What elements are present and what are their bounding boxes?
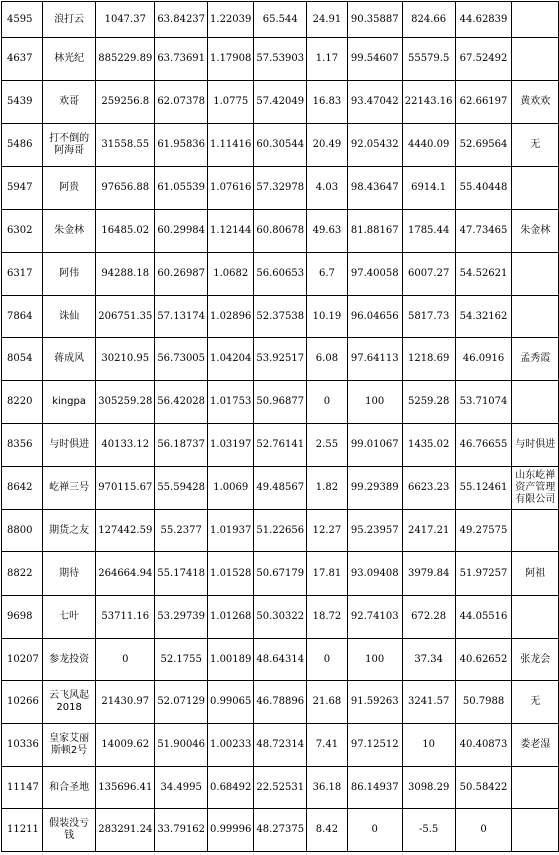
table-cell: 127442.59 <box>96 510 155 552</box>
table-cell: 40.62652 <box>455 639 512 681</box>
table-cell: 54.32162 <box>455 296 512 338</box>
table-cell: 4440.09 <box>402 124 455 167</box>
table-cell: 50.96877 <box>254 381 307 424</box>
table-cell: 10.19 <box>307 296 348 338</box>
table-cell: 16.83 <box>307 81 348 124</box>
table-cell: 305259.28 <box>96 381 155 424</box>
table-cell: 99.01067 <box>347 424 402 467</box>
table-row <box>2 81 559 124</box>
table-cell: 期货之友 <box>42 510 95 552</box>
table-cell: 56.60653 <box>254 253 307 296</box>
table-row <box>2 767 559 809</box>
table-cell: 37.34 <box>402 639 455 681</box>
table-cell: 53.92517 <box>254 338 307 381</box>
table-cell: 50.7988 <box>455 681 512 724</box>
table-cell: 61.05539 <box>155 167 208 210</box>
table-cell: 48.27375 <box>254 809 307 852</box>
table-cell: 63.84237 <box>155 2 208 38</box>
table-cell: 49.63 <box>307 210 348 253</box>
table-cell: 11211 <box>2 809 43 852</box>
table-cell: 6.08 <box>307 338 348 381</box>
table-cell: 1.0682 <box>208 253 254 296</box>
table-cell: 93.09408 <box>347 552 402 596</box>
table-cell: 8.42 <box>307 809 348 852</box>
table-row <box>2 552 559 596</box>
table-cell: 5486 <box>2 124 43 167</box>
table-cell: 67.52492 <box>455 38 512 81</box>
table-cell: 91.59263 <box>347 681 402 724</box>
table-cell: 1.11416 <box>208 124 254 167</box>
table-cell: 56.18737 <box>155 424 208 467</box>
table-cell: 96.04656 <box>347 296 402 338</box>
table-cell: 206751.35 <box>96 296 155 338</box>
table-cell: 30210.95 <box>96 338 155 381</box>
table-cell: 51.90046 <box>155 724 208 767</box>
table-cell: 52.1755 <box>155 639 208 681</box>
table-cell: 1.00189 <box>208 639 254 681</box>
table-cell: 52.37538 <box>254 296 307 338</box>
table-cell: 11147 <box>2 767 43 809</box>
table-cell: 970115.67 <box>96 467 155 510</box>
table-cell: 10266 <box>2 681 43 724</box>
table-cell <box>512 167 559 210</box>
table-cell: 49.27575 <box>455 510 512 552</box>
table-body <box>2 2 559 852</box>
table-cell: 44.05516 <box>455 596 512 639</box>
table-cell: 55579.5 <box>402 38 455 81</box>
table-cell: 1.01528 <box>208 552 254 596</box>
table-cell: 1.01268 <box>208 596 254 639</box>
table-cell <box>512 809 559 852</box>
table-cell: 52.07129 <box>155 681 208 724</box>
table-cell: 92.74103 <box>347 596 402 639</box>
table-cell: 山东屹禅资产管理有限公司 <box>512 467 559 510</box>
table-cell: 55.2377 <box>155 510 208 552</box>
table-row <box>2 381 559 424</box>
table-cell: 283291.24 <box>96 809 155 852</box>
table-row <box>2 38 559 81</box>
table-cell <box>512 38 559 81</box>
table-cell: 55.40448 <box>455 167 512 210</box>
table-cell: 8356 <box>2 424 43 467</box>
table-cell: 欢哥 <box>42 81 95 124</box>
table-cell: 60.80678 <box>254 210 307 253</box>
table-cell: 朱金林 <box>512 210 559 253</box>
table-cell: 6302 <box>2 210 43 253</box>
table-cell: 97.12512 <box>347 724 402 767</box>
table-cell: 40133.12 <box>96 424 155 467</box>
table-cell: 孟秀霞 <box>512 338 559 381</box>
table-cell: 4.03 <box>307 167 348 210</box>
table-cell: 2.55 <box>307 424 348 467</box>
table-cell: 4637 <box>2 38 43 81</box>
table-row <box>2 338 559 381</box>
table-cell: 云飞风起2018 <box>42 681 95 724</box>
table-cell: 10207 <box>2 639 43 681</box>
table-cell: 100 <box>347 381 402 424</box>
table-cell: 5439 <box>2 81 43 124</box>
table-cell: 60.26987 <box>155 253 208 296</box>
table-cell: 阿贵 <box>42 167 95 210</box>
table-cell: 3979.84 <box>402 552 455 596</box>
table-cell: 52.76141 <box>254 424 307 467</box>
table-cell: 57.42049 <box>254 81 307 124</box>
table-cell: 53.71074 <box>455 381 512 424</box>
table-cell: 1.01753 <box>208 381 254 424</box>
table-row <box>2 210 559 253</box>
table-cell: 3098.29 <box>402 767 455 809</box>
table-cell: 1.0775 <box>208 81 254 124</box>
table-cell: 31558.55 <box>96 124 155 167</box>
table-cell: 诛仙 <box>42 296 95 338</box>
table-row <box>2 124 559 167</box>
table-cell: 51.22656 <box>254 510 307 552</box>
table-cell: 51.97257 <box>455 552 512 596</box>
table-cell: 10 <box>402 724 455 767</box>
table-cell: 14009.62 <box>96 724 155 767</box>
table-cell: 0 <box>455 809 512 852</box>
table-cell: 49.48567 <box>254 467 307 510</box>
table-cell: 1.02896 <box>208 296 254 338</box>
table-row <box>2 253 559 296</box>
table-cell: 53711.16 <box>96 596 155 639</box>
table-cell: 无 <box>512 124 559 167</box>
table-cell: 61.95836 <box>155 124 208 167</box>
table-cell: 0 <box>347 809 402 852</box>
table-cell: 1.0069 <box>208 467 254 510</box>
table-cell: 17.81 <box>307 552 348 596</box>
table-cell: 娄老湿 <box>512 724 559 767</box>
table-cell <box>512 2 559 38</box>
table-row <box>2 510 559 552</box>
table-cell: 34.4995 <box>155 767 208 809</box>
table-cell: 264664.94 <box>96 552 155 596</box>
table-cell: 46.78896 <box>254 681 307 724</box>
table-cell: 5259.28 <box>402 381 455 424</box>
table-cell: 92.05432 <box>347 124 402 167</box>
table-cell: 1047.37 <box>96 2 155 38</box>
table-cell: 1.04204 <box>208 338 254 381</box>
table-cell: 黄欢欢 <box>512 81 559 124</box>
table-cell: 和合圣地 <box>42 767 95 809</box>
table-cell: 打不倒的阿海哥 <box>42 124 95 167</box>
table-cell: 16485.02 <box>96 210 155 253</box>
table-row <box>2 2 559 38</box>
table-cell: 94288.18 <box>96 253 155 296</box>
table-cell: 阿伟 <box>42 253 95 296</box>
table-cell: 55.59428 <box>155 467 208 510</box>
table-cell: 55.12461 <box>455 467 512 510</box>
table-cell: 1.82 <box>307 467 348 510</box>
table-cell: 36.18 <box>307 767 348 809</box>
table-cell: 57.53903 <box>254 38 307 81</box>
table-cell: 48.72314 <box>254 724 307 767</box>
table-cell: kingpa <box>42 381 95 424</box>
table-cell: 99.54607 <box>347 38 402 81</box>
table-cell: 1435.02 <box>402 424 455 467</box>
table-cell: 1.17908 <box>208 38 254 81</box>
table-cell <box>512 381 559 424</box>
table-row <box>2 681 559 724</box>
table-cell: 7.41 <box>307 724 348 767</box>
table-cell: 6914.1 <box>402 167 455 210</box>
table-cell: 54.52621 <box>455 253 512 296</box>
table-cell: 22143.16 <box>402 81 455 124</box>
table-cell: 1.12144 <box>208 210 254 253</box>
table-cell: 672.28 <box>402 596 455 639</box>
table-cell: 屹禅三号 <box>42 467 95 510</box>
table-cell: 假装没亏钱 <box>42 809 95 852</box>
table-cell: 0 <box>307 639 348 681</box>
table-cell: 33.79162 <box>155 809 208 852</box>
table-cell: 21430.97 <box>96 681 155 724</box>
table-cell <box>512 596 559 639</box>
table-cell: 阿祖 <box>512 552 559 596</box>
table-cell: 0.68492 <box>208 767 254 809</box>
table-cell: 8054 <box>2 338 43 381</box>
table-cell: 24.91 <box>307 2 348 38</box>
table-row <box>2 424 559 467</box>
table-cell: 参龙投资 <box>42 639 95 681</box>
table-cell: 90.35887 <box>347 2 402 38</box>
table-cell: 5817.73 <box>402 296 455 338</box>
table-cell: 93.47042 <box>347 81 402 124</box>
table-cell: 62.07378 <box>155 81 208 124</box>
table-cell: 95.23957 <box>347 510 402 552</box>
table-cell: 18.72 <box>307 596 348 639</box>
table-cell: 七叶 <box>42 596 95 639</box>
table-cell: 12.27 <box>307 510 348 552</box>
table-cell <box>512 253 559 296</box>
table-cell: 135696.41 <box>96 767 155 809</box>
table-cell: 60.30544 <box>254 124 307 167</box>
table-cell: 林光纪 <box>42 38 95 81</box>
table-cell: 皇家艾丽斯顿2号 <box>42 724 95 767</box>
table-cell: 1218.69 <box>402 338 455 381</box>
table-cell: 4595 <box>2 2 43 38</box>
table-cell: 1.22039 <box>208 2 254 38</box>
table-row <box>2 724 559 767</box>
table-cell: 6007.27 <box>402 253 455 296</box>
table-cell: 1.07616 <box>208 167 254 210</box>
table-cell: 20.49 <box>307 124 348 167</box>
table-cell: 50.67179 <box>254 552 307 596</box>
table-cell: 44.62839 <box>455 2 512 38</box>
table-cell: 6.7 <box>307 253 348 296</box>
table-cell: 824.66 <box>402 2 455 38</box>
table-cell: 3241.57 <box>402 681 455 724</box>
table-cell: 6317 <box>2 253 43 296</box>
table-cell: 8822 <box>2 552 43 596</box>
table-cell: 40.40873 <box>455 724 512 767</box>
table-cell: 10336 <box>2 724 43 767</box>
table-cell: 22.52531 <box>254 767 307 809</box>
table-cell: 56.42028 <box>155 381 208 424</box>
table-cell: 65.544 <box>254 2 307 38</box>
table-cell: 52.69564 <box>455 124 512 167</box>
table-cell: 1785.44 <box>402 210 455 253</box>
table-cell: 0 <box>307 381 348 424</box>
table-cell: 1.00233 <box>208 724 254 767</box>
table-cell: 蒋成风 <box>42 338 95 381</box>
table-cell: 1.03197 <box>208 424 254 467</box>
table-cell: 47.73465 <box>455 210 512 253</box>
table-cell: 50.30322 <box>254 596 307 639</box>
table-row <box>2 639 559 681</box>
table-cell <box>512 510 559 552</box>
table-cell: 朱金林 <box>42 210 95 253</box>
table-row <box>2 596 559 639</box>
table-cell: 6623.23 <box>402 467 455 510</box>
table-cell: 9698 <box>2 596 43 639</box>
table-cell: 5947 <box>2 167 43 210</box>
table-cell: 0 <box>96 639 155 681</box>
table-cell <box>512 296 559 338</box>
table-cell: 885229.89 <box>96 38 155 81</box>
table-cell: 7864 <box>2 296 43 338</box>
table-row <box>2 296 559 338</box>
table-cell: 期待 <box>42 552 95 596</box>
data-table <box>1 1 559 852</box>
table-cell: 46.0916 <box>455 338 512 381</box>
table-row <box>2 167 559 210</box>
table-cell: 56.73005 <box>155 338 208 381</box>
table-cell: 97.64113 <box>347 338 402 381</box>
table-cell: 1.17 <box>307 38 348 81</box>
table-row <box>2 467 559 510</box>
table-cell: 8642 <box>2 467 43 510</box>
table-cell: 86.14937 <box>347 767 402 809</box>
table-cell: 浪打云 <box>42 2 95 38</box>
table-cell: 与时俱进 <box>42 424 95 467</box>
table-cell: 8220 <box>2 381 43 424</box>
table-cell: 63.73691 <box>155 38 208 81</box>
table-cell: 57.13174 <box>155 296 208 338</box>
table-cell: 97656.88 <box>96 167 155 210</box>
table-cell: 100 <box>347 639 402 681</box>
table-cell: 0.99996 <box>208 809 254 852</box>
table-cell: 62.66197 <box>455 81 512 124</box>
table-cell: 21.68 <box>307 681 348 724</box>
table-cell: 46.76655 <box>455 424 512 467</box>
table-cell: 48.64314 <box>254 639 307 681</box>
table-cell: 无 <box>512 681 559 724</box>
table-cell: 99.29389 <box>347 467 402 510</box>
table-cell: 张龙会 <box>512 639 559 681</box>
table-cell <box>512 767 559 809</box>
table-cell: 53.29739 <box>155 596 208 639</box>
table-cell: 55.17418 <box>155 552 208 596</box>
table-cell: -5.5 <box>402 809 455 852</box>
table-cell: 1.01937 <box>208 510 254 552</box>
table-cell: 50.58422 <box>455 767 512 809</box>
table-cell: 与时俱进 <box>512 424 559 467</box>
table-cell: 60.29984 <box>155 210 208 253</box>
table-cell: 97.40058 <box>347 253 402 296</box>
table-cell: 2417.21 <box>402 510 455 552</box>
table-cell: 259256.8 <box>96 81 155 124</box>
table-cell: 81.88167 <box>347 210 402 253</box>
table-row <box>2 809 559 852</box>
table-cell: 98.43647 <box>347 167 402 210</box>
table-cell: 57.32978 <box>254 167 307 210</box>
table-cell: 0.99065 <box>208 681 254 724</box>
table-cell: 8800 <box>2 510 43 552</box>
